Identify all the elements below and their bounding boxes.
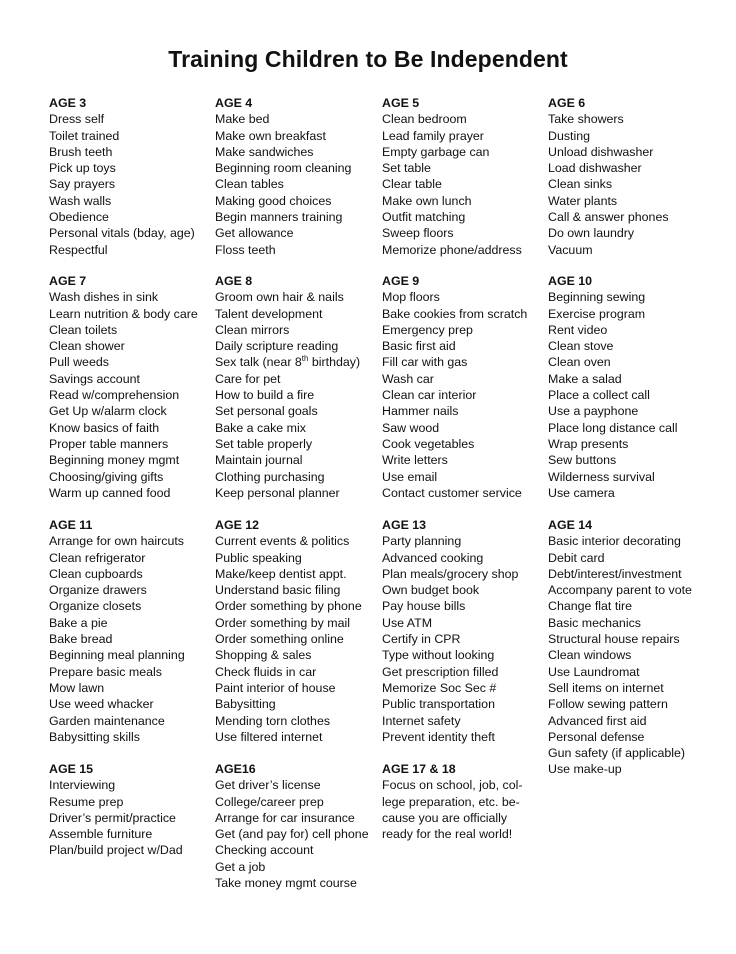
list-item: Rent video <box>548 322 608 337</box>
list-item: Use ATM <box>382 615 433 630</box>
list-item: Beginning room cleaning <box>215 161 352 176</box>
list-item: Bake a pie <box>49 615 108 630</box>
age-8-section <box>215 273 380 501</box>
list-item: Sew buttons <box>548 453 617 468</box>
list-item-text: Sex talk (near 8 <box>215 355 302 370</box>
section-heading: AGE 13 <box>382 518 427 532</box>
list-item: Use weed whacker <box>49 697 154 712</box>
list-item: Make own lunch <box>382 193 472 208</box>
list-item: Sell items on internet <box>548 680 664 695</box>
list-item: Use filtered internet <box>215 729 323 744</box>
list-item: Basic interior decorating <box>548 534 681 549</box>
paragraph-line: ready for the real world! <box>382 827 513 842</box>
list-item: Hammer nails <box>382 404 459 419</box>
list-item: Advanced first aid <box>548 713 647 728</box>
section-heading: AGE 6 <box>548 96 586 110</box>
paragraph-line: lege preparation, etc. be- <box>382 794 520 809</box>
list-item: Take showers <box>548 112 624 127</box>
list-item: Use camera <box>548 485 615 500</box>
list-item: Wrap presents <box>548 436 629 451</box>
list-item: Write letters <box>382 453 448 468</box>
list-item: Beginning sewing <box>548 290 646 305</box>
list-item: Make bed <box>215 112 270 127</box>
list-item: Empty garbage can <box>382 144 490 159</box>
list-item: Unload dishwasher <box>548 144 654 159</box>
list-item: Dusting <box>548 128 591 143</box>
list-item: Floss teeth <box>215 242 276 257</box>
list-item: Fill car with gas <box>382 355 468 370</box>
list-item: Gun safety (if applicable) <box>548 746 686 761</box>
list-item: Resume prep <box>49 794 124 809</box>
section-heading: AGE 5 <box>382 96 420 110</box>
list-item: Groom own hair & nails <box>215 290 344 305</box>
list-item: Internet safety <box>382 713 461 728</box>
section-heading: AGE 11 <box>49 518 93 532</box>
list-item: Savings account <box>49 371 140 386</box>
list-item: Toilet trained <box>49 128 120 143</box>
section-heading: AGE 12 <box>215 518 260 532</box>
list-item: Bake bread <box>49 632 113 647</box>
list-item: Lead family prayer <box>382 128 484 143</box>
list-item: Pick up toys <box>49 161 116 176</box>
list-item: Babysitting skills <box>49 729 140 744</box>
list-item: Debt/interest/investment <box>548 566 682 581</box>
list-item: Use Laundromat <box>548 664 640 679</box>
list-item: Wash walls <box>49 193 112 208</box>
list-item: Get prescription filled <box>382 664 499 679</box>
list-item: College/career prep <box>215 794 324 809</box>
list-item: Interviewing <box>49 778 116 793</box>
list-item: Clean toilets <box>49 322 118 337</box>
list-item: Exercise program <box>548 306 646 321</box>
list-item: Beginning money mgmt <box>49 453 180 468</box>
list-item: Clean refrigerator <box>49 550 146 565</box>
list-item: Wilderness survival <box>548 469 655 484</box>
list-item: Plan meals/grocery shop <box>382 566 519 581</box>
list-item: Basic first aid <box>382 339 456 354</box>
section-heading: AGE 17 & 18 <box>382 762 456 776</box>
section-heading: AGE 10 <box>548 274 593 288</box>
list-item: Place a collect call <box>548 388 650 403</box>
age-5-section <box>382 95 547 258</box>
list-item: Proper table manners <box>49 436 169 451</box>
age-15-section <box>49 761 214 859</box>
paragraph-line: cause you are officially <box>382 810 508 825</box>
list-item: Make own breakfast <box>215 128 326 143</box>
age-13-section <box>382 517 547 745</box>
list-item: Prepare basic meals <box>49 664 162 679</box>
section-heading: AGE 15 <box>49 762 94 776</box>
list-item: Organize drawers <box>49 583 147 598</box>
list-item: Cook vegetables <box>382 436 475 451</box>
list-item: Public speaking <box>215 550 302 565</box>
list-item: Brush teeth <box>49 144 113 159</box>
list-item: Memorize Soc Sec # <box>382 680 497 695</box>
list-item: Babysitting <box>215 697 276 712</box>
list-item: Wash car <box>382 371 434 386</box>
list-item: Garden maintenance <box>49 713 165 728</box>
age-7-section <box>49 273 214 501</box>
list-item: Do own laundry <box>548 226 635 241</box>
list-item: Clean tables <box>215 177 284 192</box>
list-item: Basic mechanics <box>548 615 641 630</box>
age-4-section <box>215 95 380 258</box>
list-item: Clean bedroom <box>382 112 467 127</box>
list-item: Load dishwasher <box>548 161 642 176</box>
age-16-section <box>215 761 380 891</box>
list-item: Mending torn clothes <box>215 713 331 728</box>
list-item: Daily scripture reading <box>215 339 339 354</box>
list-item: Shopping & sales <box>215 648 312 663</box>
list-item: Make a salad <box>548 371 622 386</box>
list-item: Understand basic filing <box>215 583 341 598</box>
list-item: Driver’s permit/practice <box>49 810 176 825</box>
list-item: Warm up canned food <box>49 485 171 500</box>
paragraph-line: Focus on school, job, col- <box>382 778 523 793</box>
list-item: Use make-up <box>548 762 622 777</box>
list-item: Vacuum <box>548 242 593 257</box>
list-item: Plan/build project w/Dad <box>49 843 183 858</box>
age-11-section <box>49 517 214 745</box>
list-item: Clean stove <box>548 339 614 354</box>
list-item: Making good choices <box>215 193 332 208</box>
list-item: Pull weeds <box>49 355 109 370</box>
list-item: Clean oven <box>548 355 611 370</box>
list-item: Get a job <box>215 859 266 874</box>
list-item: Clean car interior <box>382 388 477 403</box>
list-item: Clear table <box>382 177 442 192</box>
list-item-tail: birthday) <box>308 355 361 370</box>
list-item: Care for pet <box>215 371 281 386</box>
list-item: Debit card <box>548 550 605 565</box>
list-item: Obedience <box>49 210 109 225</box>
list-item: Use a payphone <box>548 404 639 419</box>
section-heading: AGE 9 <box>382 274 420 288</box>
list-item: Accompany parent to vote <box>548 583 692 598</box>
list-item: Set table properly <box>215 436 313 451</box>
list-item: Bake a cake mix <box>215 420 306 435</box>
superscript: th <box>301 354 309 364</box>
list-item: Party planning <box>382 534 462 549</box>
list-item: Get (and pay for) cell phone <box>215 827 369 842</box>
section-heading: AGE 8 <box>215 274 253 288</box>
list-item: Use email <box>382 469 438 484</box>
list-item: Sweep floors <box>382 226 454 241</box>
list-item: Set personal goals <box>215 404 318 419</box>
list-item: Assemble furniture <box>49 827 153 842</box>
list-item: How to build a fire <box>215 388 315 403</box>
list-item: Clean windows <box>548 648 632 663</box>
list-item: Maintain journal <box>215 453 303 468</box>
list-item: Know basics of faith <box>49 420 160 435</box>
age-6-section <box>548 95 713 258</box>
list-item: Say prayers <box>49 177 116 192</box>
list-item: Mow lawn <box>49 680 105 695</box>
list-item: Begin manners training <box>215 210 343 225</box>
list-item: Get allowance <box>215 226 294 241</box>
list-item: Clean mirrors <box>215 322 290 337</box>
page-title: Training Children to Be Independent <box>168 46 568 72</box>
list-item: Outfit matching <box>382 210 466 225</box>
list-item: Keep personal planner <box>215 485 340 500</box>
list-item: Get Up w/alarm clock <box>49 404 167 419</box>
section-heading: AGE 3 <box>49 96 87 110</box>
age-10-section <box>548 273 713 501</box>
section-heading: AGE 14 <box>548 518 593 532</box>
list-item: Place long distance call <box>548 420 678 435</box>
age-9-section <box>382 273 547 501</box>
list-item: Order something online <box>215 632 344 647</box>
list-item: Check fluids in car <box>215 664 317 679</box>
list-item: Read w/comprehension <box>49 388 180 403</box>
section-heading: AGE 4 <box>215 96 253 110</box>
list-item: Beginning meal planning <box>49 648 185 663</box>
list-item: Pay house bills <box>382 599 466 614</box>
list-item: Clean sinks <box>548 177 613 192</box>
list-item: Get driver’s license <box>215 778 321 793</box>
list-item: Clean cupboards <box>49 566 143 581</box>
age-3-section <box>49 95 214 258</box>
section-heading: AGE16 <box>215 762 256 776</box>
list-item: Call & answer phones <box>548 210 669 225</box>
list-item: Certify in CPR <box>382 632 461 647</box>
list-item: Type without looking <box>382 648 495 663</box>
list-item: Arrange for car insurance <box>215 810 355 825</box>
list-item: Talent development <box>215 306 323 321</box>
list-item: Set table <box>382 161 431 176</box>
list-item: Bake cookies from scratch <box>382 306 528 321</box>
list-item: Clean shower <box>49 339 125 354</box>
list-item: Make/keep dentist appt. <box>215 566 347 581</box>
list-item: Personal defense <box>548 729 645 744</box>
list-item: Prevent identity theft <box>382 729 495 744</box>
list-item: Dress self <box>49 112 105 127</box>
list-item: Advanced cooking <box>382 550 484 565</box>
list-item: Wash dishes in sink <box>49 290 159 305</box>
section-heading: AGE 7 <box>49 274 87 288</box>
list-item <box>215 354 380 370</box>
age-14-section <box>548 517 713 778</box>
list-item: Paint interior of house <box>215 680 336 695</box>
list-item: Organize closets <box>49 599 142 614</box>
list-item: Order something by phone <box>215 599 362 614</box>
list-item: Respectful <box>49 242 108 257</box>
list-item: Personal vitals (bday, age) <box>49 226 195 241</box>
list-item: Take money mgmt course <box>215 876 357 891</box>
list-item: Mop floors <box>382 290 440 305</box>
list-item: Clothing purchasing <box>215 469 325 484</box>
list-item: Water plants <box>548 193 618 208</box>
list-item: Arrange for own haircuts <box>49 534 184 549</box>
list-item: Order something by mail <box>215 615 350 630</box>
list-item: Follow sewing pattern <box>548 697 668 712</box>
list-item: Saw wood <box>382 420 440 435</box>
list-item: Memorize phone/address <box>382 242 522 257</box>
list-item: Structural house repairs <box>548 632 680 647</box>
list-item: Checking account <box>215 843 314 858</box>
list-item: Make sandwiches <box>215 144 314 159</box>
list-item: Choosing/giving gifts <box>49 469 164 484</box>
list-item: Learn nutrition & body care <box>49 306 198 321</box>
list-item: Change flat tire <box>548 599 633 614</box>
list-item: Contact customer service <box>382 485 522 500</box>
list-item: Own budget book <box>382 583 480 598</box>
list-item: Public transportation <box>382 697 495 712</box>
age-17-18-section <box>382 761 547 842</box>
list-item: Current events & politics <box>215 534 350 549</box>
age-12-section <box>215 517 380 745</box>
list-item: Emergency prep <box>382 322 473 337</box>
